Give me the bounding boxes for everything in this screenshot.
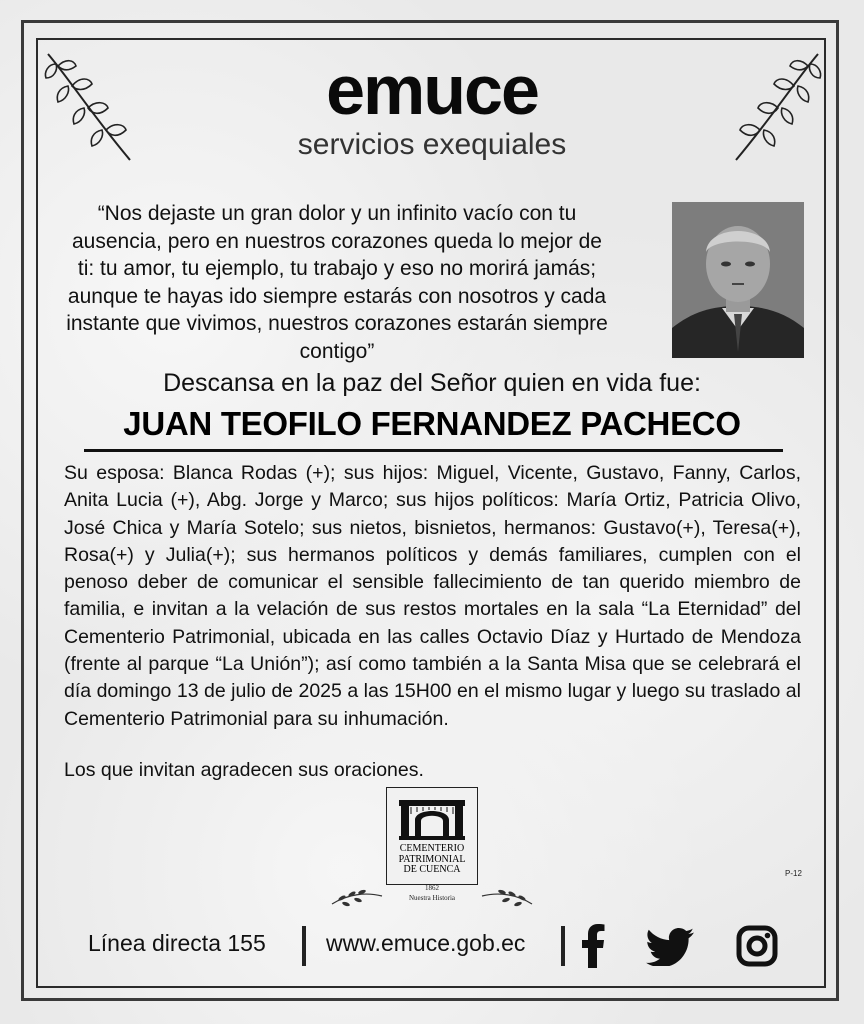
cemetery-gate-icon	[397, 796, 467, 842]
memorial-quote: “Nos dejaste un gran dolor y un infinito vacío con tu ausencia, pero en nuestros corazones queda lo mejor de ti: tu amor, tu ejemplo, tu trabajo y eso no morirá jamás; aunque te hayas ido siempre estarás con nosotros y cada instante que vivimos, nuestros corazones estarán siempre contigo”	[66, 202, 608, 363]
rest-in-peace-line: Descansa en la paz del Señor quien en vida fue:	[163, 369, 701, 397]
deceased-portrait	[672, 202, 804, 358]
flourish-left-icon	[330, 880, 384, 910]
footer-website[interactable]: www.emuce.gob.ec	[326, 930, 526, 956]
seal-motto: Nuestra Historia	[408, 894, 456, 902]
deceased-name: JUAN TEOFILO FERNANDEZ PACHECO	[123, 405, 741, 442]
footer-divider-2	[561, 926, 565, 966]
seal-line-2: PATRIMONIAL	[398, 853, 466, 865]
footer-divider-1	[302, 926, 306, 966]
announcement-text: Su esposa: Blanca Rodas (+); sus hijos: Miguel, Vicente, Gustavo, Fanny, Carlos, Anita Lucia (+), Abg. Jorge y Marco; sus hijos políticos: María Ortiz, Patricia Olivo, José Chica y María Sotelo; sus nietos, bisnietos, hermanos: Gustavo(+), Teresa(+), Rosa(+) y Julia(+); sus hermanos políticos y demás familiares, cumplen con el penoso deber de comunicar el sensible fallecimiento de tan querido miembro de familia, e invitan a la velación de sus restos mortales en la sala “La Eternidad” del Cementerio Patrimonial, ubicada en las calles Octavio Díaz y Hurtado de Mendoza (frente al parque “La Unión”); así como también a la Santa Misa que se celebrará el día domingo 13 de julio de 2025 a las 15H00 en el mismo lugar y luego su traslado al Cementerio Patrimonial para su inhumación.	[64, 462, 801, 730]
flourish-right-icon	[480, 880, 534, 910]
name-underline	[84, 449, 783, 452]
twitter-icon[interactable]	[646, 928, 694, 966]
portrait-illustration	[672, 202, 804, 358]
instagram-icon[interactable]	[736, 925, 778, 967]
brand-tagline: servicios exequiales	[297, 128, 567, 161]
cemetery-seal	[386, 787, 478, 885]
closing-line: Los que invitan agradecen sus oraciones.	[64, 759, 424, 781]
footer-phone: Línea directa 155	[88, 930, 266, 956]
seal-line-1: CEMENTERIO	[399, 843, 465, 854]
seal-year: 1862	[425, 884, 439, 892]
seal-text	[387, 844, 477, 876]
facebook-icon[interactable]	[580, 924, 606, 968]
page-code: P-12	[785, 869, 802, 878]
seal-line-3: DE CUENCA	[403, 864, 461, 875]
brand-logo: emuce	[326, 51, 538, 129]
